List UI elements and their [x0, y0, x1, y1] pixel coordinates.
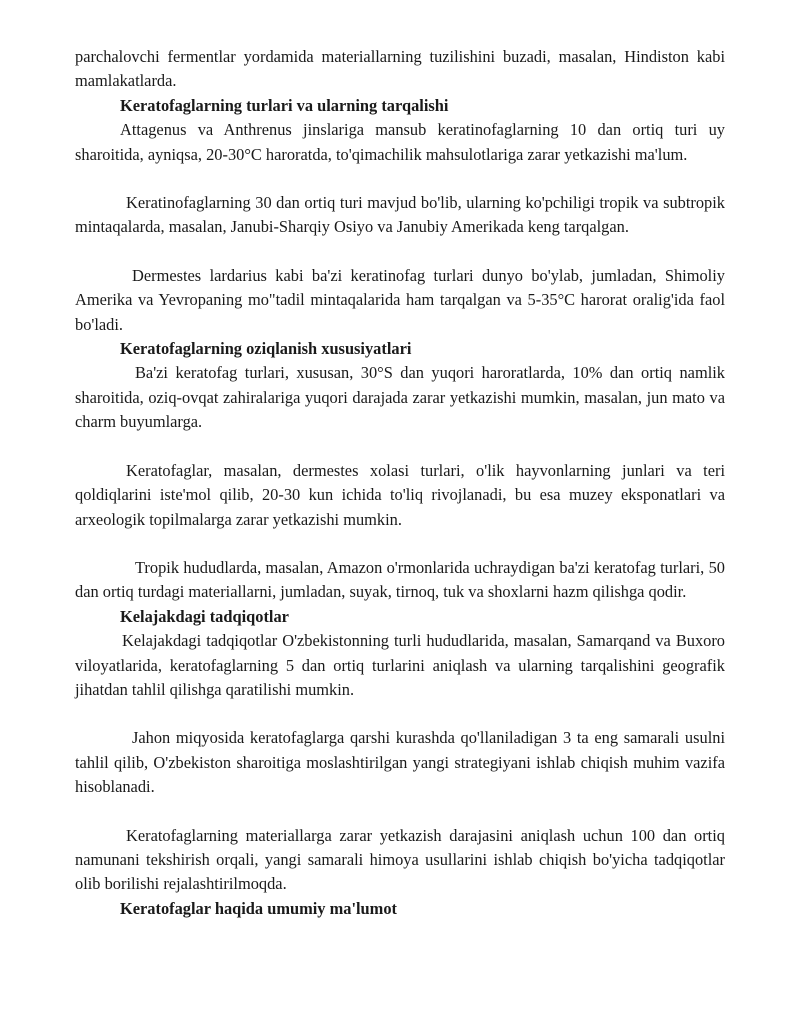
section-heading-types: Keratofaglarning turlari va ularning tarqalishi [120, 95, 449, 115]
paragraph-tropical-species: Tropik hududlarda, masalan, Amazon o'rmonlarida uchraydigan ba'zi keratofag turlari, 50 dan ortiq turdagi materiallarni, jumladan, suyak, tirnoq, tuk va shoxlarni hazm qilishga qodir. [75, 557, 725, 602]
document-page [75, 45, 725, 921]
paragraph-dermestes-development: Keratofaglar, masalan, dermestes xolasi turlari, o'lik hayvonlarning junlari va teri qoldiqlarini iste'mol qilib, 20-30 kun ichida to'liq rivojlanadi, bu esa muzey eksponatlari va arxeologik topilmalarga zarar yetkazishi mumkin. [75, 460, 725, 529]
paragraph-attagenus: Attagenus va Anthrenus jinslariga mansub keratinofaglarning 10 dan ortiq turi uy sharoitida, ayniqsa, 20-30°C haroratda, to'qimachilik mahsulotlariga zarar yetkazishi ma'lum. [75, 120, 725, 164]
section-heading-feeding: Keratofaglarning oziqlanish xususiyatlari [120, 339, 412, 359]
paragraph-keratinofag-species: Keratinofaglarning 30 dan ortiq turi mavjud bo'lib, ularning ko'pchiligi tropik va subtropik mintaqalarda, masalan, Janubi-Sharqiy Osiyo va Janubiy Amerikada keng tarqalgan. [75, 193, 725, 237]
paragraph-temperature-damage: Ba'zi keratofag turlari, xususan, 30°S dan yuqori haroratlarda, 10% dan ortiq namlik sharoitida, oziq-ovqat zahiralariga yuqori darajada zarar yetkazishi mumkin, masalan, jun mato va charm buyumlarga. [75, 363, 725, 432]
paragraph-uzbekistan-research: Kelajakdagi tadqiqotlar O'zbekistonning turli hududlarida, masalan, Samarqand va Buxoro viloyatlarida, keratofaglarning 5 dan ortiq turlarini aniqlash va ularning tarqalishini geografik jihatdan tahlil qilishga qaratilishi mumkin. [75, 631, 725, 699]
paragraph-sample-testing: Keratofaglarning materiallarga zarar yetkazish darajasini aniqlash uchun 100 dan ortiq namunani tekshirish orqali, yangi samarali himoya usullarini ishlab chiqish bo'yicha tadqiqotlar olib borilishi rejalashtirilmoqda. [75, 825, 725, 894]
section-heading-future-research: Kelajakdagi tadqiqotlar [120, 606, 289, 626]
paragraph-continuation: parchalovchi fermentlar yordamida materiallarning tuzilishini buzadi, masalan, Hindiston kabi mamlakatlarda. [75, 47, 725, 91]
paragraph-control-methods: Jahon miqyosida keratofaglarga qarshi kurashda qo'llaniladigan 3 ta eng samarali usulni tahlil qilib, O'zbekiston sharoitiga moslashtirilgan yangi strategiyani ishlab chiqish muhim vazifa hisoblanadi. [75, 728, 725, 797]
paragraph-dermestes-lardarius: Dermestes lardarius kabi ba'zi keratinofag turlari dunyo bo'ylab, jumladan, Shimoliy Amerika va Yevropaning mo"tadil mintaqalarida ham tarqalgan va 5-35°C harorat oralig'ida faol bo'ladi. [75, 265, 725, 334]
section-heading-general-info: Keratofaglar haqida umumiy ma'lumot [120, 898, 397, 918]
